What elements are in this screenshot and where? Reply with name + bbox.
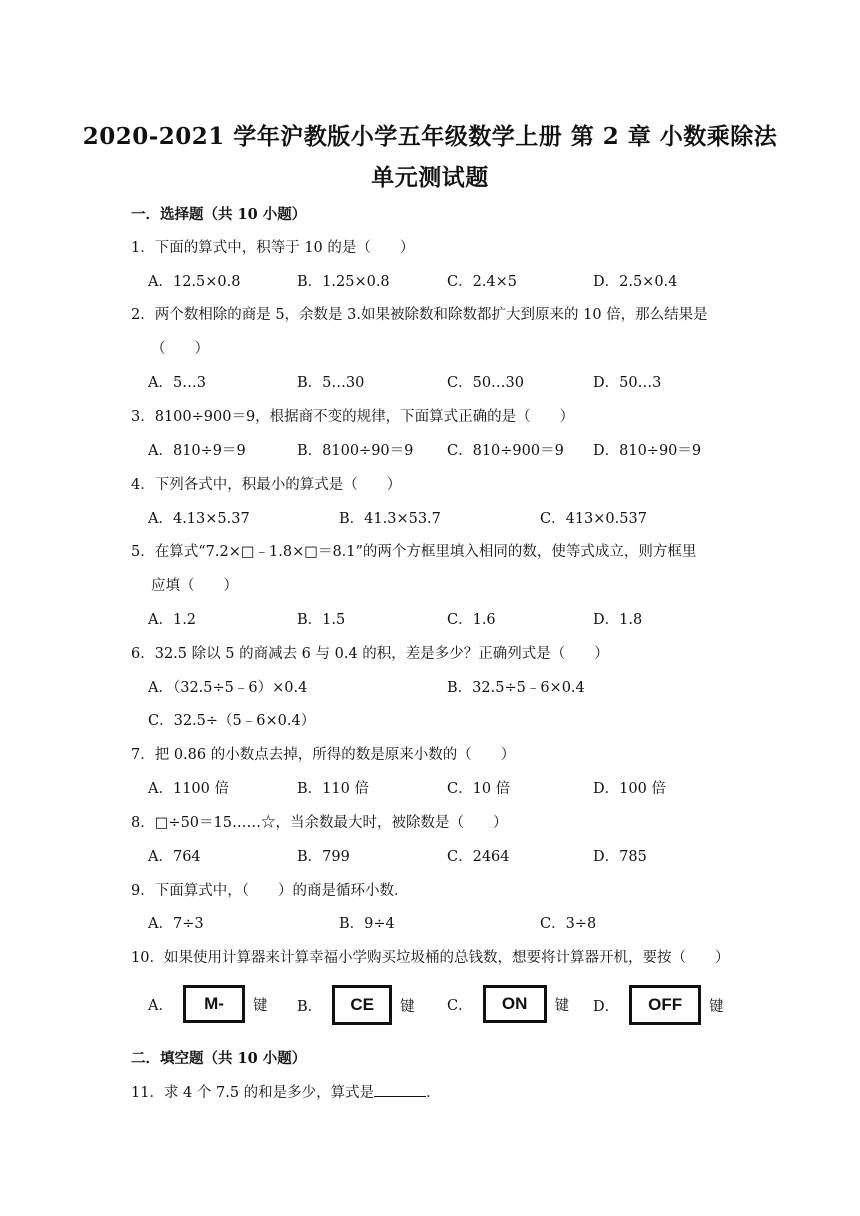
q9-option-c: C．3÷8 <box>540 916 597 932</box>
q4-option-b: B．41.3×53.7 <box>339 511 441 527</box>
q3-option-a: A．810÷9＝9 <box>148 443 246 459</box>
q10-option-d <box>593 985 724 1025</box>
m-minus-key-image: M- <box>183 985 245 1023</box>
q5-option-c: C．1.6 <box>447 612 496 628</box>
q5-option-d: D．1.8 <box>593 612 643 628</box>
question-6: 6．32.5 除以 5 的商减去 6 与 0.4 的积，差是多少？正确列式是（ ） <box>131 646 609 662</box>
q4-option-c: C．413×0.537 <box>540 511 647 527</box>
q6-option-a: A．（32.5÷5﹣6）×0.4 <box>148 680 308 696</box>
question-4: 4．下列各式中，积最小的算式是（ ） <box>131 477 402 493</box>
question-11 <box>131 1081 441 1102</box>
ce-key-image: CE <box>332 985 392 1025</box>
q5-option-a: A．1.2 <box>148 612 197 628</box>
question-5: 5．在算式“7.2×□﹣1.8×□＝8.1”的两个方框里填入相同的数，使等式成立，则方框里 <box>131 544 697 560</box>
answer-blank <box>374 1082 426 1097</box>
question-3: 3．8100÷900＝9，根据商不变的规律，下面算式正确的是（ ） <box>131 409 575 425</box>
q9-option-b: B．9÷4 <box>339 916 395 932</box>
q10-option-a-suffix: 键 <box>252 997 268 1014</box>
q1-option-d: D．2.5×0.4 <box>593 274 678 290</box>
q2-option-c: C．50…30 <box>447 375 524 391</box>
question-9: 9．下面算式中，（ ）的商是循环小数． <box>131 883 409 899</box>
q2-option-b: B．5…30 <box>297 375 365 391</box>
q7-option-d: D．100 倍 <box>593 781 666 797</box>
question-7: 7．把 0.86 的小数点去掉，所得的数是原来小数的（ ） <box>131 747 516 763</box>
q10-option-c-label: C． <box>447 997 473 1014</box>
q10-option-c <box>447 985 569 1023</box>
q10-option-b-suffix: 键 <box>400 998 415 1015</box>
q10-option-d-suffix: 键 <box>709 998 724 1015</box>
question-11-end: ． <box>426 1085 441 1101</box>
q6-option-b: B．32.5÷5﹣6×0.4 <box>447 680 585 696</box>
q1-option-b: B．1.25×0.8 <box>297 274 390 290</box>
q10-option-b-label: B． <box>297 998 323 1015</box>
q3-option-b: B．8100÷90＝9 <box>297 443 414 459</box>
q8-option-d: D．785 <box>593 849 647 865</box>
q2-option-a: A．5…3 <box>148 375 206 391</box>
question-2: 2．两个数相除的商是 5，余数是 3.如果被除数和除数都扩大到原来的 10 倍，那么结果是 <box>131 307 708 323</box>
q10-option-c-suffix: 键 <box>554 997 570 1014</box>
doc-title-line2: 单元测试题 <box>371 164 489 191</box>
q8-option-b: B．799 <box>297 849 350 865</box>
doc-title-line1: 2020-2021 学年沪教版小学五年级数学上册 第 2 章 小数乘除法 <box>82 123 778 150</box>
q10-option-b <box>297 985 415 1025</box>
question-2-continuation: （ ） <box>151 341 209 357</box>
q7-option-a: A．1100 倍 <box>148 781 229 797</box>
q9-option-a: A．7÷3 <box>148 916 204 932</box>
q3-option-d: D．810÷90＝9 <box>593 443 702 459</box>
q10-option-a-label: A． <box>148 997 173 1014</box>
q7-option-b: B．110 倍 <box>297 781 369 797</box>
section-heading-choice: 一．选择题（共 10 小题） <box>131 206 307 223</box>
question-5-continuation: 应填（ ） <box>151 578 238 594</box>
q10-option-d-label: D． <box>593 998 620 1015</box>
q3-option-c: C．810÷900＝9 <box>447 443 564 459</box>
off-key-image: OFF <box>629 985 701 1025</box>
q6-option-c: C．32.5÷（5﹣6×0.4） <box>148 713 316 729</box>
q5-option-b: B．1.5 <box>297 612 346 628</box>
question-11-text: 11．求 4 个 7.5 的和是多少，算式是 <box>131 1085 375 1101</box>
q8-option-c: C．2464 <box>447 849 510 865</box>
q10-option-a <box>148 985 267 1023</box>
q1-option-a: A．12.5×0.8 <box>148 274 241 290</box>
q4-option-a: A．4.13×5.37 <box>148 511 250 527</box>
q8-option-a: A．764 <box>148 849 201 865</box>
q1-option-c: C．2.4×5 <box>447 274 518 290</box>
question-10: 10．如果使用计算器来计算幸福小学购买垃圾桶的总钱数，想要将计算器开机，要按（ ） <box>131 950 730 966</box>
question-8: 8．□÷50＝15……☆，当余数最大时，被除数是（ ） <box>131 815 508 831</box>
section-heading-fill-blank: 二．填空题（共 10 小题） <box>131 1050 307 1067</box>
q7-option-c: C．10 倍 <box>447 781 511 797</box>
q2-option-d: D．50…3 <box>593 375 662 391</box>
question-1: 1．下面的算式中，积等于 10 的是（ ） <box>131 240 415 256</box>
on-key-image: ON <box>483 985 547 1023</box>
